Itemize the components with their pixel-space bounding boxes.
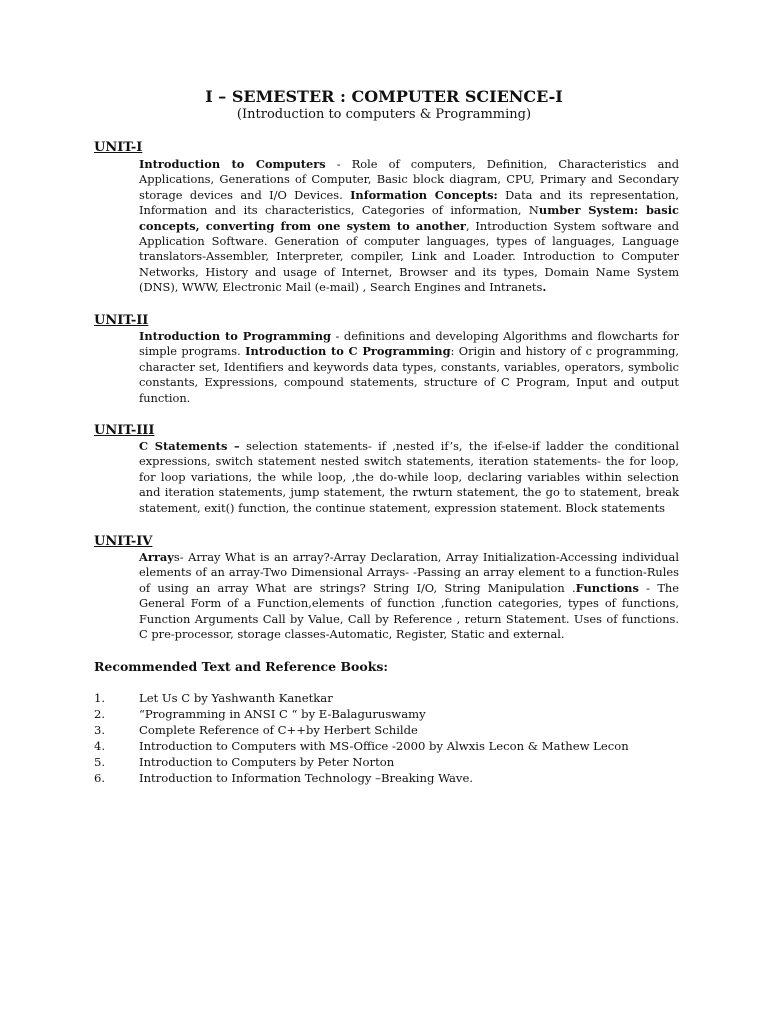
bold-term: Introduction to Computers bbox=[139, 157, 326, 171]
page-subtitle: (Introduction to computers & Programming) bbox=[236, 107, 532, 122]
bold-term: Array bbox=[139, 550, 174, 564]
list-item bbox=[94, 738, 694, 754]
unit-1-body bbox=[139, 157, 679, 296]
body-text: , Introduction System software and Application Software. Generation of computer languages, types of languages, Language translators-Assembler, Interpreter, compiler, Link and Loader. Introduction to Computer Networks, History and usage of Internet, Browser and its types, Domain Name System (DNS), WWW, Electronic Mail (e-mail) , Search Engines and Intranets bbox=[139, 218, 679, 295]
book-title: Introduction to Computers by Peter Norton bbox=[139, 755, 395, 769]
list-item bbox=[94, 770, 694, 786]
unit-1-heading: UNIT-I bbox=[94, 140, 143, 155]
body-text: - Role of computers, Definition, Characteristics and Applications, Generations of Computer, Basic block diagram, CPU, Primary and Secondary storage devices and I/O Devices. bbox=[139, 157, 679, 202]
body-text: s- Array What is an array?-Array Declaration, Array Initialization-Accessing individual elements of an array-Two Dimensional Arrays- -Passing an array element to a function-Rules of using an array What are strings? String I/O, String Manipulation . bbox=[139, 550, 679, 595]
unit-2-heading: UNIT-II bbox=[94, 313, 149, 328]
book-title: “Programming in ANSI C “ by E-Balaguruswamy bbox=[139, 707, 426, 721]
book-title: Let Us C by Yashwanth Kanetkar bbox=[139, 691, 333, 705]
list-item bbox=[94, 722, 694, 738]
book-title: Introduction to Computers with MS-Office -2000 by Alwxis Lecon & Mathew Lecon bbox=[139, 739, 629, 753]
unit-3-body bbox=[139, 439, 679, 516]
list-number: 6. bbox=[94, 771, 106, 785]
list-item bbox=[94, 706, 694, 722]
list-number: 2. bbox=[94, 707, 106, 721]
body-text: : Origin and history of c programming, character set, Identifiers and keywords data types, constants, variables, operators, symbolic constants, Expressions, compound statements, structure of C Program, Input and output function. bbox=[139, 344, 679, 405]
bold-term: Introduction to C Programming bbox=[245, 344, 451, 359]
book-list bbox=[94, 690, 694, 786]
unit-2-body bbox=[139, 329, 679, 406]
body-text: - The General Form of a Function,elements of function ,function categories, types of functions, Function Arguments Call by Value, Call by Reference , return Statement. Uses of functions. C pre-processor, storage classes-Automatic, Register, Static and external. bbox=[139, 580, 679, 642]
bold-term: Information Concepts: bbox=[350, 187, 498, 202]
unit-4-body bbox=[139, 550, 679, 642]
body-text: - definitions and developing Algorithms and flowcharts for simple programs. bbox=[139, 329, 679, 359]
list-number: 4. bbox=[94, 739, 106, 753]
books-heading: Recommended Text and Reference Books: bbox=[94, 659, 389, 674]
bold-term: Introduction to Programming bbox=[139, 329, 331, 343]
bold-term: Functions bbox=[575, 580, 639, 595]
page-title: I – SEMESTER : COMPUTER SCIENCE-I bbox=[205, 87, 563, 106]
body-text: Data and its representation, Information and its characteristics, Categories of information, N bbox=[139, 187, 679, 218]
body-text: selection statements- if ,nested if’s, the if-else-if ladder the conditional expressions, switch statement nested switch statements, iteration statements- the for loop, for loop variations, the while loop, ,the do-while loop, declaring variables within selection and iteration statements, jump statement, the rwturn statement, the go to statement, break statement, exit() function, the continue statement, expression statement. Block statements bbox=[139, 439, 679, 515]
bold-term: . bbox=[542, 280, 547, 295]
bold-term: umber System: basic concepts, converting from one system to another bbox=[139, 203, 679, 233]
list-number: 5. bbox=[94, 755, 106, 769]
list-item bbox=[94, 690, 694, 706]
list-number: 3. bbox=[94, 723, 106, 737]
book-title: Introduction to Information Technology –Breaking Wave. bbox=[139, 771, 473, 785]
unit-4-heading: UNIT-IV bbox=[94, 534, 153, 549]
book-title: Complete Reference of C++by Herbert Schilde bbox=[139, 723, 418, 737]
bold-term: C Statements – bbox=[139, 439, 240, 453]
list-item bbox=[94, 754, 694, 770]
list-number: 1. bbox=[94, 691, 106, 705]
unit-3-heading: UNIT-III bbox=[94, 423, 155, 438]
